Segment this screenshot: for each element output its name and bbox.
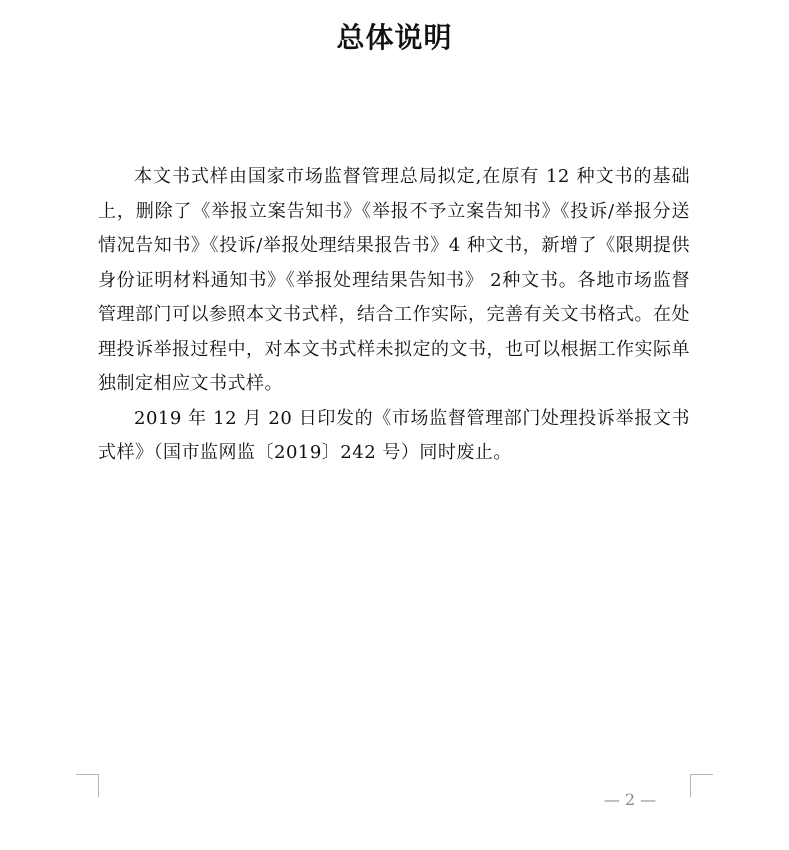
document-body — [98, 160, 690, 471]
margin-corner-mark-left — [76, 774, 99, 797]
body-paragraph: 本文书式样由国家市场监督管理总局拟定,在原有 12 种文书的基础上，删除了《举报立案告知书》《举报不予立案告知书》《投诉/举报分送情况告知书》《投诉/举报处理结果报告书》4 种文书，新增了《限期提供身份证明材料通知书》《举报处理结果告知书》 2种文书。各地市场监督管理部门可以参照本文书式样，结合工作实际，完善有关文书格式。在处理投诉举报过程中，对本文书式样未拟定的文书，也可以根据工作实际单独制定相应文书式样。 — [98, 166, 690, 394]
page-number: — 2 — — [603, 790, 657, 809]
page-title: 总体说明 — [336, 21, 453, 54]
body-paragraph: 2019 年 12 月 20 日印发的《市场监督管理部门处理投诉举报文书式样》（国市监网监〔2019〕242 号）同时废止。 — [98, 407, 690, 463]
margin-corner-mark-right — [690, 774, 713, 797]
